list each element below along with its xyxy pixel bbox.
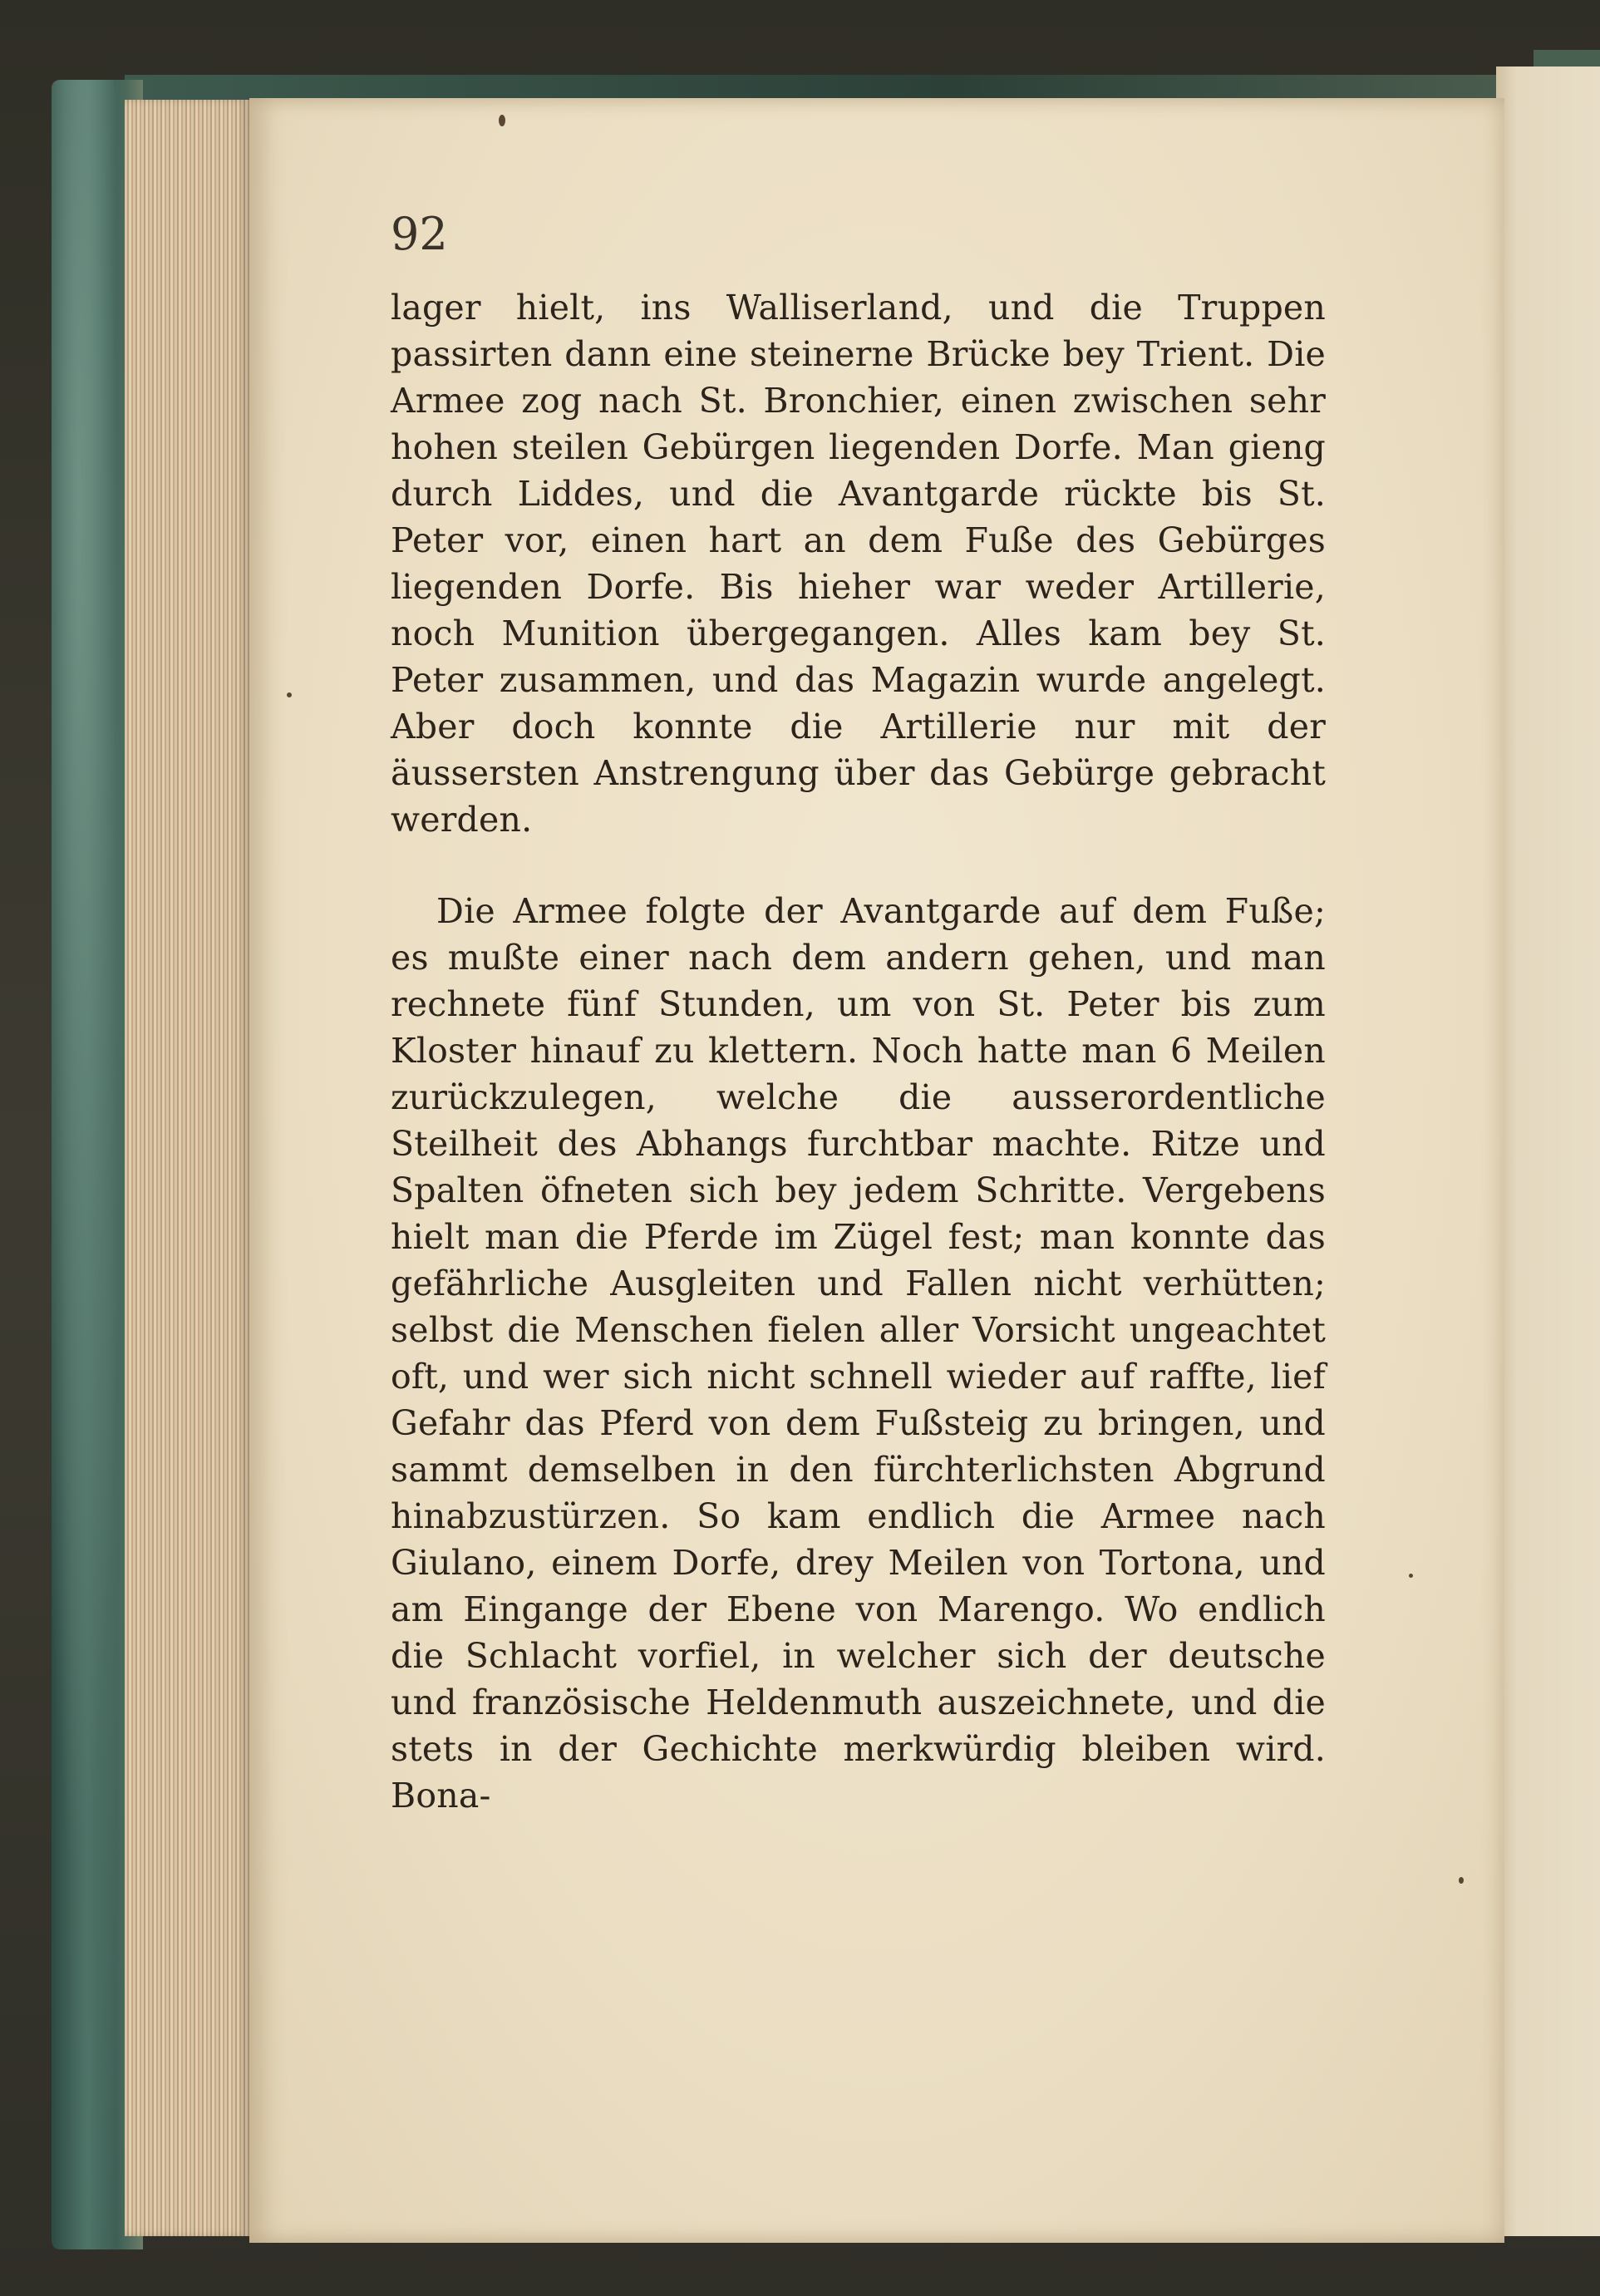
ink-speck <box>1459 1877 1464 1884</box>
ink-speck <box>499 115 505 126</box>
page-edges <box>125 100 249 2236</box>
ink-speck <box>287 692 292 697</box>
facing-page <box>1496 67 1600 2236</box>
book-page <box>249 98 1504 2243</box>
ink-speck <box>1409 1574 1413 1578</box>
page-text <box>391 284 1326 1819</box>
paragraph-2: Die Armee folgte der Avantgarde auf dem Fuße; es mußte einer nach dem andern gehen, und man rechnete fünf Stunden, um von St. Peter bis zum Kloster hinauf zu klettern. Noch hatte man 6 Meilen zurückzulegen, welche die ausserordentliche Steilheit des Abhangs furchtbar machte. Ritze und Spalten öfneten sich bey jedem Schritte. Vergebens hielt man die Pferde im Zügel fest; man konnte das gefährliche Ausgleiten und Fallen nicht verhütten; selbst die Menschen fielen aller Vorsicht ungeachtet oft, und wer sich nicht schnell wieder auf raffte, lief Gefahr das Pferd von dem Fußsteig zu bringen, und sammt demselben in den fürchterlichsten Abgrund hinabzustürzen. So kam endlich die Armee nach Giulano, einem Dorfe, drey Meilen von Tortona, und am Eingange der Ebene von Marengo. Wo endlich die Schlacht vorfiel, in welcher sich der deutsche und französische Heldenmuth auszeichnete, und die stets in der Gechichte merkwürdig bleiben wird. Bona- <box>391 891 1326 1816</box>
paragraph-1: lager hielt, ins Walliserland, und die Truppen passirten dann eine steinerne Brücke bey Trient. Die Armee zog nach St. Bronchier, einen zwischen sehr hohen steilen Gebürgen liegenden Dorfe. Man gieng durch Liddes, und die Avantgarde rückte bis St. Peter vor, einen hart an dem Fuße des Gebürges liegenden Dorfe. Bis hieher war weder Artillerie, noch Munition übergegangen. Alles kam bey St. Peter zusammen, und das Magazin wurde angelegt. Aber doch konnte die Artillerie nur mit der äussersten Anstrengung über das Gebürge gebracht werden. <box>391 288 1326 840</box>
page-number: 92 <box>391 208 448 260</box>
